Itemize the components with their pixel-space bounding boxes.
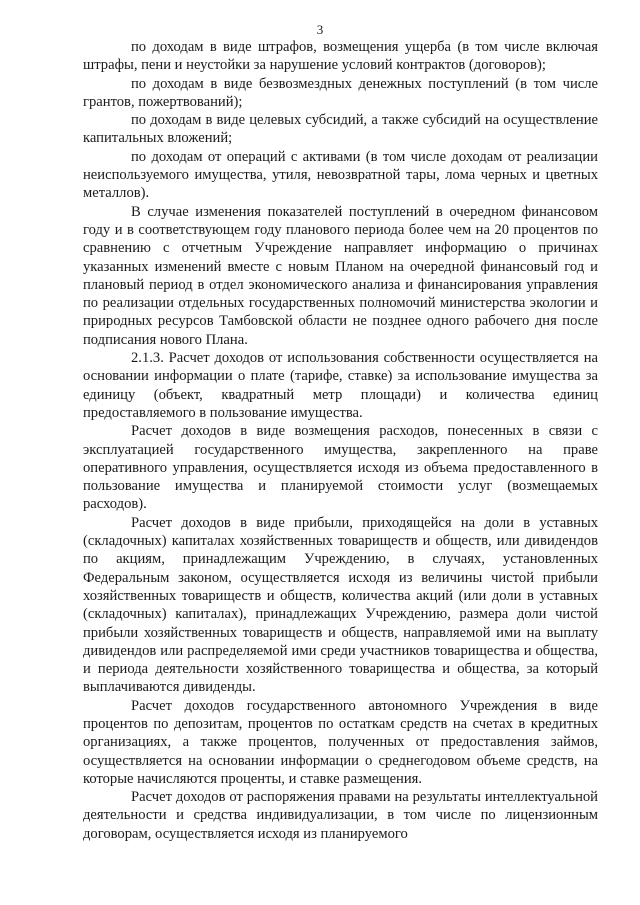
page-number: 3 [316,22,324,37]
paragraph-profit-dividends: Расчет доходов в виде прибыли, приходящейся на доли в уставных (складочных) капиталах хозяйственных товариществ и обществ, или дивидендов по акциям, принадлежащим Учреждению, в случаях, установленных Федеральным законом, осуществляется исходя из величины чистой прибыли хозяйственных товариществ и обществ, количества акций (или доли в уставных (складочных) капиталах), принадлежащих Учреждению, размера доли чистой прибыли хозяйственных товариществ и обществ, направляемой ими на выплату дивидендов или распределяемой ими среди участников товарищества и общества, и периода деятельности хозяйственного товарищества и общества, за который выплачиваются дивиденды. [83,514,598,696]
paragraph-gratuitous-receipts: по доходам в виде безвозмездных денежных поступлений (в том числе грантов, пожертвований); [83,75,598,110]
paragraph-asset-operations: по доходам от операций с активами (в том числе доходам от реализации неиспользуемого имущества, утиля, невозвратной тары, лома черных и цветных металлов). [83,148,598,202]
paragraph-indicator-changes: В случае изменения показателей поступлений в очередном финансовом году и в соответствующем году планового периода более чем на 20 процентов по сравнению с отчетным Учреждение направляет информацию о причинах указанных изменений вместе с новым Планом на очередной финансовый год и плановый период в отдел экономического анализа и финансирования управления по реализации отдельных государственных полномочий министерства экологии и природных ресурсов Тамбовской области не позднее одного рабочего дня после подписания нового Плана. [83,203,598,348]
paragraph-property-income: 2.1.3. Расчет доходов от использования собственности осуществляется на основании информации о плате (тарифе, ставке) за использование имущества за единицу (объект, квадратный метр площади) и количества единиц предоставляемого в пользование имущества. [83,350,598,421]
paragraph-intellectual-property: Расчет доходов от распоряжения правами на результаты интеллектуальной деятельности и средства индивидуализации, в том числе по лицензионным договорам, осуществляется исходя из планируемого [83,789,598,842]
paragraph-target-subsidies: по доходам в виде целевых субсидий, а также субсидий на осуществление капитальных вложений; [83,112,598,147]
paragraph-deposit-interest: Расчет доходов государственного автономного Учреждения в виде процентов по депозитам, процентов по остаткам средств на счетах в кредитных организациях, а также процентов, полученных от предоставления займов, осуществляется на основании информации о среднегодовом объеме средств, на которые начисляются проценты, и ставке размещения. [83,697,598,787]
paragraph-fines-income: по доходам в виде штрафов, возмещения ущерба (в том числе включая штрафы, пени и неустойки за нарушение условий контрактов (договоров); [83,39,598,74]
paragraph-expense-reimbursement: Расчет доходов в виде возмещения расходов, понесенных в связи с эксплуатацией государственного имущества, закрепленного на праве оперативного управления, осуществляется исходя из объема предоставленного в пользование имущества и планируемой стоимости услуг (возмещаемых расходов). [83,423,598,513]
document-body [83,38,598,843]
